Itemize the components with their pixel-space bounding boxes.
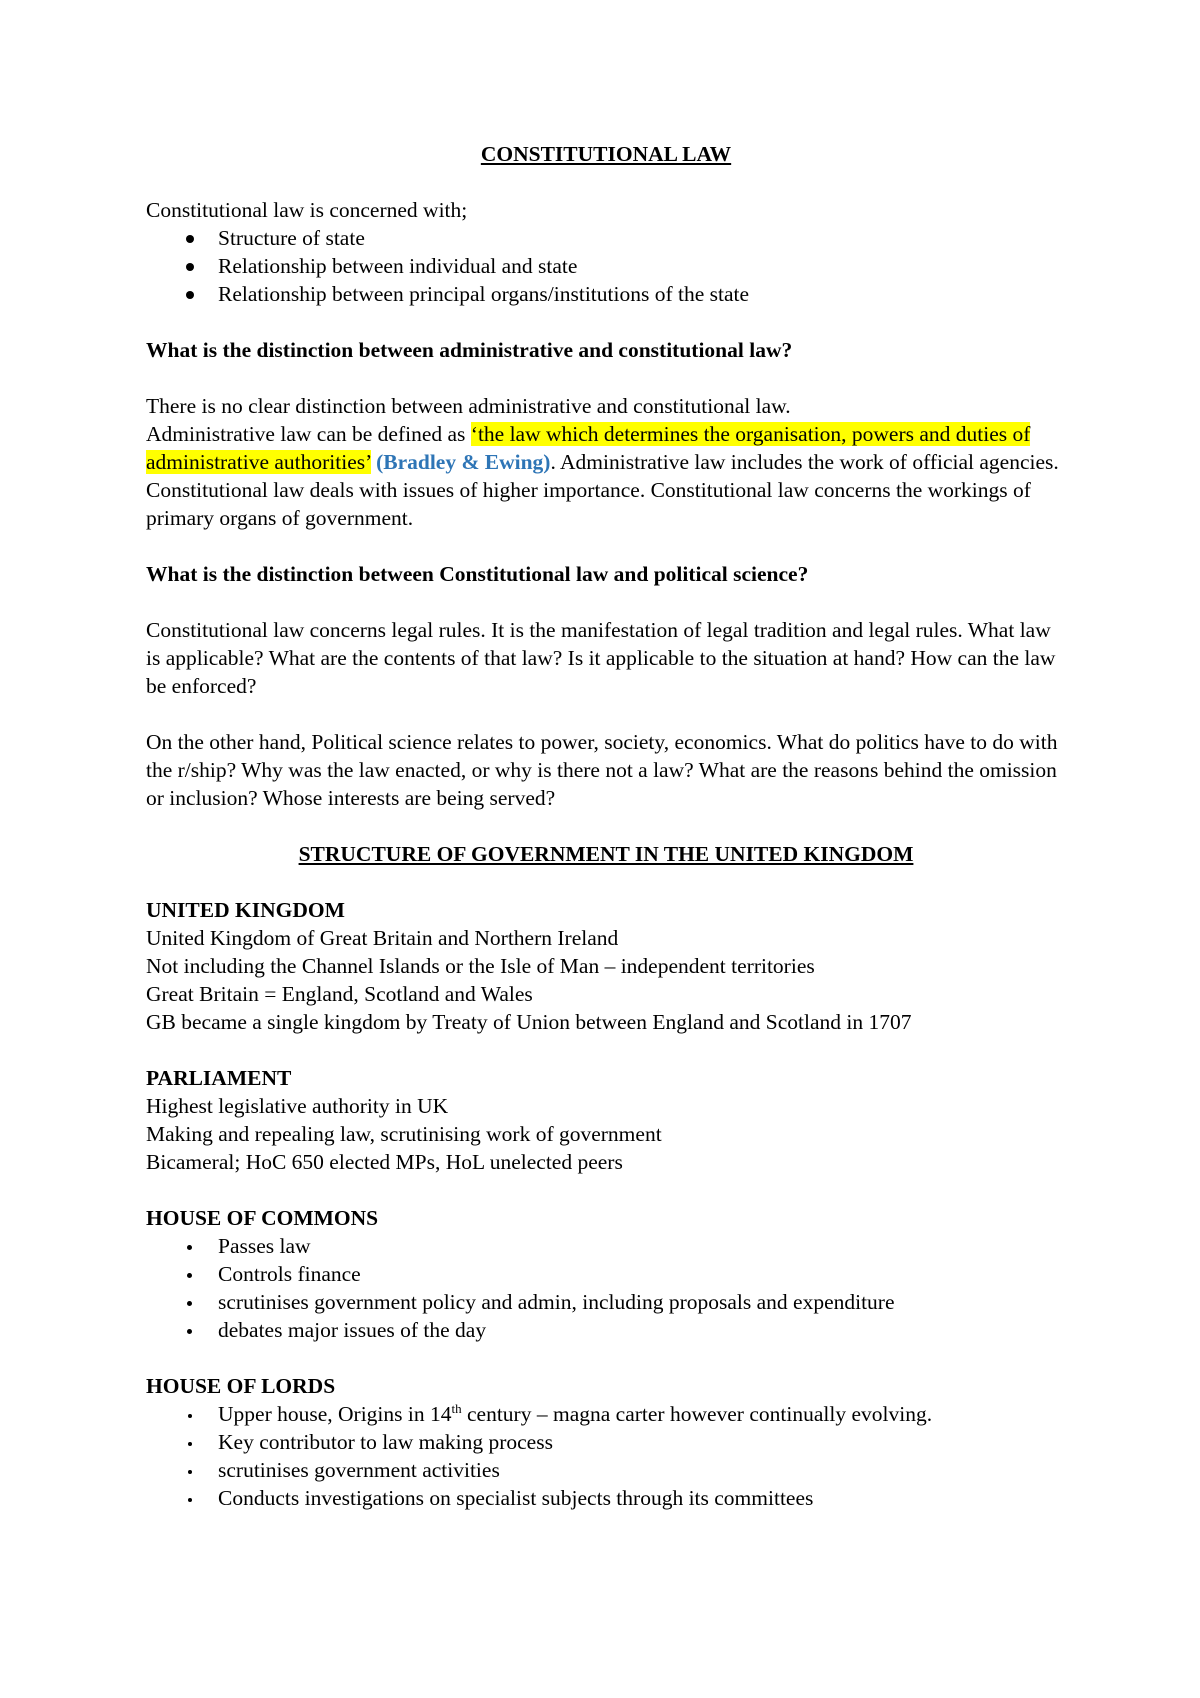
paragraph: There is no clear distinction between administrative and constitutional law. bbox=[146, 394, 791, 418]
list-item: Key contributor to law making process bbox=[146, 1428, 1066, 1456]
list-item: scrutinises government policy and admin, including proposals and expenditure bbox=[146, 1288, 1066, 1316]
section-heading: PARLIAMENT bbox=[146, 1066, 292, 1090]
spacer bbox=[146, 364, 1066, 392]
highlighted-quote: ‘the law which determines the organisation, powers and duties of administrative authorities’ bbox=[146, 422, 1031, 474]
spacer bbox=[146, 812, 1066, 840]
text-line: United Kingdom of Great Britain and Northern Ireland bbox=[146, 926, 619, 950]
text-line: Highest legislative authority in UK bbox=[146, 1094, 449, 1118]
text-run: Administrative law can be defined as bbox=[146, 422, 471, 446]
spacer bbox=[146, 588, 1066, 616]
paragraph: Constitutional law deals with issues of higher importance. Constitutional law concerns the workings of primary organs of government. bbox=[146, 478, 1031, 530]
spacer bbox=[146, 168, 1066, 196]
superscript: th bbox=[451, 1400, 462, 1416]
lords-bullet-list bbox=[146, 1400, 1066, 1512]
list-item: Controls finance bbox=[146, 1260, 1066, 1288]
intro-lead: Constitutional law is concerned with; bbox=[146, 198, 468, 222]
paragraph: Constitutional law concerns legal rules. It is the manifestation of legal tradition and legal rules. What law is applicable? What are the contents of that law? Is it applicable to the situation at hand? How can the law be enforced? bbox=[146, 618, 1056, 698]
spacer bbox=[146, 532, 1066, 560]
list-item: scrutinises government activities bbox=[146, 1456, 1066, 1484]
list-item: Conducts investigations on specialist subjects through its committees bbox=[146, 1484, 1066, 1512]
text-run: . Administrative law includes the work of official agencies. bbox=[550, 450, 1059, 474]
list-item: debates major issues of the day bbox=[146, 1316, 1066, 1344]
section-heading: HOUSE OF COMMONS bbox=[146, 1206, 379, 1230]
text-line: Not including the Channel Islands or the Isle of Man – independent territories bbox=[146, 954, 815, 978]
citation: (Bradley & Ewing) bbox=[376, 450, 551, 474]
text-line: GB became a single kingdom by Treaty of Union between England and Scotland in 1707 bbox=[146, 1010, 912, 1034]
document-title: CONSTITUTIONAL LAW bbox=[480, 142, 732, 166]
text-line: Making and repealing law, scrutinising work of government bbox=[146, 1122, 662, 1146]
list-item bbox=[146, 1400, 1066, 1428]
spacer bbox=[146, 700, 1066, 728]
intro-bullet-list bbox=[146, 224, 1066, 308]
spacer bbox=[146, 308, 1066, 336]
text-run: century – magna carter however continually evolving. bbox=[461, 1402, 933, 1426]
text-run: Upper house, Origins in 14 bbox=[218, 1402, 452, 1426]
section-heading: UNITED KINGDOM bbox=[146, 898, 345, 922]
list-item: Passes law bbox=[146, 1232, 1066, 1260]
spacer bbox=[146, 868, 1066, 896]
text-line: Great Britain = England, Scotland and Wales bbox=[146, 982, 533, 1006]
list-item: Structure of state bbox=[146, 224, 1066, 252]
commons-bullet-list bbox=[146, 1232, 1066, 1344]
text-line: Bicameral; HoC 650 elected MPs, HoL unelected peers bbox=[146, 1150, 623, 1174]
list-item: Relationship between principal organs/institutions of the state bbox=[146, 280, 1066, 308]
section-title: STRUCTURE OF GOVERNMENT IN THE UNITED KINGDOM bbox=[298, 842, 914, 866]
paragraph: On the other hand, Political science relates to power, society, economics. What do politics have to do with the r/ship? Why was the law enacted, or why is there not a law? What are the reasons behind the omission or inclusion? Whose interests are being served? bbox=[146, 730, 1058, 810]
section-heading: HOUSE OF LORDS bbox=[146, 1374, 336, 1398]
spacer bbox=[146, 1176, 1066, 1204]
question-heading: What is the distinction between administrative and constitutional law? bbox=[146, 338, 793, 362]
list-item: Relationship between individual and state bbox=[146, 252, 1066, 280]
paragraph bbox=[146, 420, 1066, 476]
document-page bbox=[146, 140, 1066, 1512]
question-heading: What is the distinction between Constitutional law and political science? bbox=[146, 562, 809, 586]
spacer bbox=[146, 1036, 1066, 1064]
spacer bbox=[146, 1344, 1066, 1372]
